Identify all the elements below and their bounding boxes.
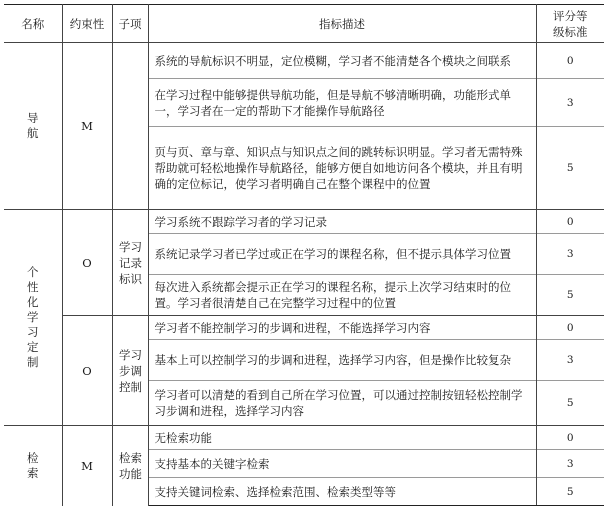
header-name: 名称 [4,5,62,43]
description-cell: 学习系统不跟踪学习者的学习记录 [148,210,536,234]
group-name-navigation: 导航 [4,43,62,210]
constraint-cell: M [62,43,112,210]
table-header-row [4,5,604,43]
subitem-search-function: 检索功能 [112,426,148,506]
score-cell: 3 [536,450,604,478]
constraint-cell: M [62,426,112,506]
description-cell: 支持基本的关键字检索 [148,450,536,478]
table-row [4,316,604,340]
subitem-pace-control: 学习步调控制 [112,316,148,426]
header-subitem: 子项 [112,5,148,43]
group-name-search: 检索 [4,426,62,506]
description-cell: 学习者不能控制学习的步调和进程，不能选择学习内容 [148,316,536,340]
evaluation-criteria-table [4,4,604,506]
score-cell: 3 [536,234,604,275]
subitem-learning-record: 学习记录标识 [112,210,148,316]
score-cell: 0 [536,426,604,450]
score-cell: 5 [536,381,604,426]
score-cell: 0 [536,43,604,79]
constraint-cell: O [62,316,112,426]
description-cell: 基本上可以控制学习的步调和进程，选择学习内容，但是操作比较复杂 [148,340,536,381]
subitem-cell-empty [112,43,148,210]
score-cell: 5 [536,127,604,210]
score-cell: 3 [536,340,604,381]
description-cell: 无检索功能 [148,426,536,450]
description-cell: 学习者可以清楚的看到自己所在学习位置，可以通过控制按钮轻松控制学习步调和进程，选择学习内容 [148,381,536,426]
score-cell: 5 [536,478,604,506]
description-cell: 每次进入系统都会提示正在学习的课程名称，提示上次学习结束时的位置。学习者很清楚自己在完整学习过程中的位置 [148,275,536,316]
score-cell: 0 [536,210,604,234]
header-score-standard: 评分等级标准 [536,5,604,43]
table-row [4,210,604,234]
description-cell: 在学习过程中能够提供导航功能，但是导航不够清晰明确，功能形式单一，学习者在一定的帮助下才能操作导航路径 [148,79,536,127]
header-constraint: 约束性 [62,5,112,43]
description-cell: 支持关键词检索、选择检索范围、检索类型等等 [148,478,536,506]
table-row [4,43,604,79]
description-cell: 系统记录学习者已学过或正在学习的课程名称，但不提示具体学习位置 [148,234,536,275]
description-cell: 页与页、章与章、知识点与知识点之间的跳转标识明显。学习者无需特殊帮助就可轻松地操作导航路径，能够方便自如地访问各个模块，并且有明确的定位标记，使学习者明确自己在整个课程中的位置 [148,127,536,210]
score-cell: 3 [536,79,604,127]
table-row [4,426,604,450]
score-cell: 0 [536,316,604,340]
constraint-cell: O [62,210,112,316]
score-cell: 5 [536,275,604,316]
description-cell: 系统的导航标识不明显，定位模糊，学习者不能清楚各个模块之间联系 [148,43,536,79]
header-description: 指标描述 [148,5,536,43]
group-name-personalized-learning: 个性化学习定制 [4,210,62,426]
